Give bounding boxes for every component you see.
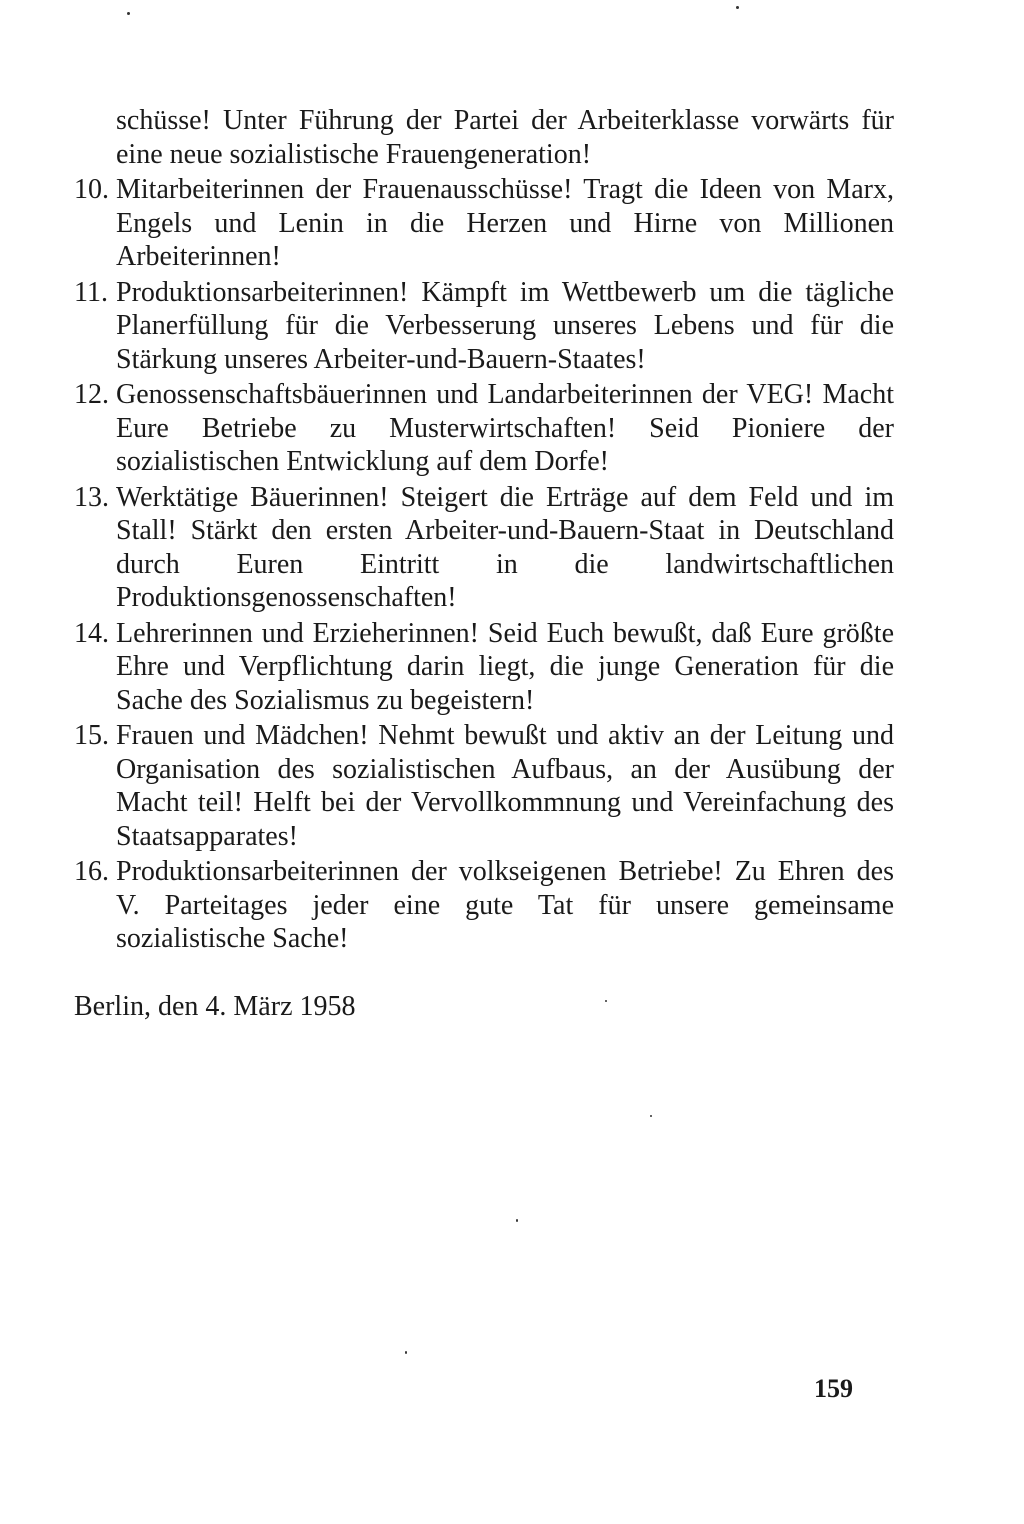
list-item [74, 378, 894, 479]
item-text: Mitarbeiterinnen der Frauenausschüsse! Tragt die Ideen von Marx, Engels und Lenin in die Herzen und Hirne von Millionen Arbeiterinnen! [116, 174, 894, 272]
item-number: 13. [74, 481, 109, 513]
list-item [74, 719, 894, 853]
list-item [74, 481, 894, 615]
dateline: Berlin, den 4. März 1958 [74, 990, 356, 1022]
item-number: 16. [74, 856, 109, 887]
body-text [74, 104, 894, 1025]
item-number: 14. [74, 617, 109, 649]
scan-speck [650, 1115, 652, 1117]
scan-speck [516, 1219, 518, 1222]
item-text: Genossenschaftsbäuerinnen und Landarbeiterinnen der VEG! Macht Eure Betriebe zu Musterwirtschaften! Seid Pioniere der sozialistischen Entwicklung auf dem Dorfe! [116, 379, 894, 477]
item-text: Produktionsarbeiterinnen der volkseigenen Betriebe! Zu Ehren des V. Parteitages jeder eine gute Tat für unsere gemeinsame sozialistische Sache! [116, 856, 894, 954]
page-number: 159 [814, 1374, 853, 1403]
item-number: 11. [74, 276, 108, 308]
scan-speck [405, 1351, 407, 1354]
list-item [74, 617, 894, 718]
list-item [74, 276, 894, 377]
scan-speck [127, 12, 130, 15]
item-text: Werktätige Bäuerinnen! Steigert die Erträge auf dem Feld und im Stall! Stärkt den ersten Arbeiter-und-Bauern-Staat in Deutschland durch Euren Eintritt in die landwirtschaftlichen Produktionsgenossenschaften! [116, 481, 894, 613]
list-item [74, 855, 894, 956]
item-text: Produktionsarbeiterinnen! Kämpft im Wettbewerb um die tägliche Planerfüllung für die Verbesserung unseres Lebens und für die Stärkung unseres Arbeiter-und-Bauern-Staates! [116, 276, 894, 375]
item-number: 15. [74, 720, 109, 751]
continuation-paragraph: schüsse! Unter Führung der Partei der Arbeiterklasse vorwärts für eine neue sozialistische Frauengeneration! [116, 105, 894, 170]
list-item [74, 173, 894, 274]
item-number: 12. [74, 379, 109, 410]
item-number: 10. [74, 174, 109, 205]
scan-speck [736, 6, 739, 9]
item-text: Frauen und Mädchen! Nehmt bewußt und aktiv an der Leitung und Organisation des sozialistischen Aufbaus, an der Ausübung der Macht teil! Helft bei der Vervollkommnung und Vereinfachung des Staatsapparates! [116, 720, 894, 852]
item-text: Lehrerinnen und Erzieherinnen! Seid Euch bewußt, daß Eure größte Ehre und Verpflichtung darin liegt, die junge Generation für die Sache des Sozialismus zu begeistern! [116, 617, 894, 716]
